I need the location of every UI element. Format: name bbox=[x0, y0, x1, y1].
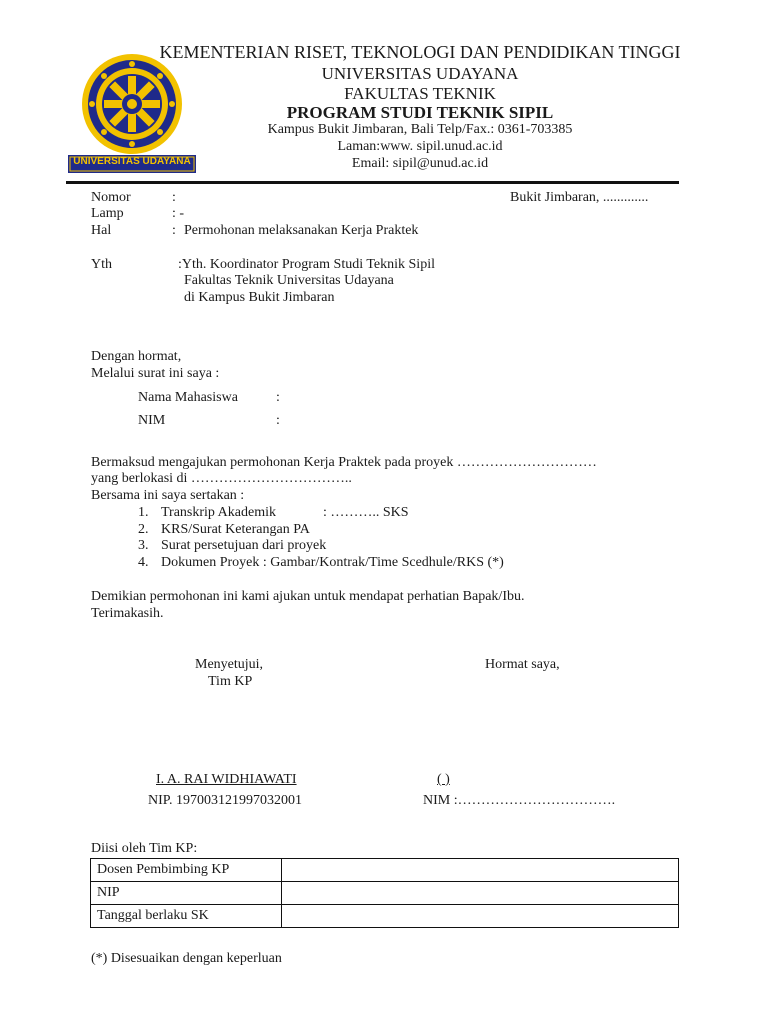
attachment-number: 3. bbox=[138, 538, 149, 553]
hal-value: Permohonan melaksanakan Kerja Praktek bbox=[184, 223, 419, 238]
student-nim-label: NIM bbox=[138, 413, 166, 428]
attachment-number: 2. bbox=[138, 522, 149, 537]
website: Laman:www. sipil.unud.ac.id bbox=[337, 139, 503, 154]
attachment-item: KRS/Surat Keterangan PA bbox=[161, 522, 310, 537]
attachment-item: Surat persetujuan dari proyek bbox=[161, 538, 327, 553]
attachment-number: 4. bbox=[138, 555, 149, 570]
closing-line-1: Demikian permohonan ini kami ajukan untuk mendapat perhatian Bapak/Ibu. bbox=[91, 589, 525, 604]
approval-team: Tim KP bbox=[208, 674, 253, 689]
place-date: Bukit Jimbaran, ............. bbox=[510, 190, 649, 205]
student-nim-separator: : bbox=[276, 413, 280, 428]
table-row-label: Dosen Pembimbing KP bbox=[91, 859, 282, 882]
attachment-item: Transkrip Akademik bbox=[161, 505, 276, 520]
sender-nim: NIM :……………………………. bbox=[423, 793, 616, 808]
table-row bbox=[91, 882, 679, 905]
header-divider bbox=[66, 181, 679, 184]
address: Kampus Bukit Jimbaran, Bali Telp/Fax.: 0361-703385 bbox=[267, 122, 573, 137]
table-row-value bbox=[282, 905, 679, 928]
university-name: UNIVERSITAS UDAYANA bbox=[321, 64, 519, 83]
program-name: PROGRAM STUDI TEKNIK SIPIL bbox=[286, 103, 554, 122]
sender-title: Hormat saya, bbox=[485, 657, 560, 672]
table-row-label: NIP bbox=[91, 882, 282, 905]
table-row-value bbox=[282, 859, 679, 882]
recipient-line-2: Fakultas Teknik Universitas Udayana bbox=[184, 273, 394, 288]
lamp-separator: : - bbox=[172, 206, 185, 221]
sender-name-blank: ( ) bbox=[437, 772, 450, 787]
faculty-name: FAKULTAS TEKNIK bbox=[344, 84, 496, 103]
footnote: (*) Disesuaikan dengan keperluan bbox=[91, 951, 282, 966]
email: Email: sipil@unud.ac.id bbox=[351, 156, 489, 171]
approver-name: I. A. RAI WIDHIAWATI bbox=[156, 772, 297, 787]
student-name-label: Nama Mahasiswa bbox=[138, 390, 238, 405]
closing-line-2: Terimakasih. bbox=[91, 606, 164, 621]
ministry-name: KEMENTERIAN RISET, TEKNOLOGI DAN PENDIDIKAN TINGGI bbox=[159, 42, 681, 62]
hal-label: Hal bbox=[91, 223, 112, 238]
table-row-label: Tanggal berlaku SK bbox=[91, 905, 282, 928]
approval-title: Menyetujui, bbox=[195, 657, 264, 672]
attachment-sks: : ……….. SKS bbox=[323, 505, 409, 520]
table-row bbox=[91, 859, 679, 882]
attachment-number: 1. bbox=[138, 505, 149, 520]
lamp-label: Lamp bbox=[91, 206, 124, 221]
kp-table bbox=[90, 858, 679, 928]
student-name-separator: : bbox=[276, 390, 280, 405]
attachments-intro: Bersama ini saya sertakan : bbox=[91, 488, 245, 503]
purpose-line-1: Bermaksud mengajukan permohonan Kerja Praktek pada proyek ………………………… bbox=[91, 455, 597, 470]
recipient-label: Yth bbox=[91, 257, 112, 272]
nomor-separator: : bbox=[172, 190, 176, 205]
table-caption: Diisi oleh Tim KP: bbox=[91, 841, 198, 856]
nomor-label: Nomor bbox=[91, 190, 131, 205]
intro-text: Melalui surat ini saya : bbox=[91, 366, 220, 381]
greeting: Dengan hormat, bbox=[91, 349, 182, 364]
table-row bbox=[91, 905, 679, 928]
approver-nip: NIP. 197003121997032001 bbox=[148, 793, 303, 808]
logo-banner-text: UNIVERSITAS UDAYANA bbox=[73, 156, 191, 167]
table-row-value bbox=[282, 882, 679, 905]
hal-separator: : bbox=[172, 223, 176, 238]
recipient-line-3: di Kampus Bukit Jimbaran bbox=[184, 290, 335, 305]
recipient-line-1: :Yth. Koordinator Program Studi Teknik Sipil bbox=[178, 257, 435, 272]
attachment-item: Dokumen Proyek : Gambar/Kontrak/Time Scedhule/RKS (*) bbox=[161, 555, 504, 570]
purpose-line-2: yang berlokasi di …………………………….. bbox=[91, 471, 352, 486]
